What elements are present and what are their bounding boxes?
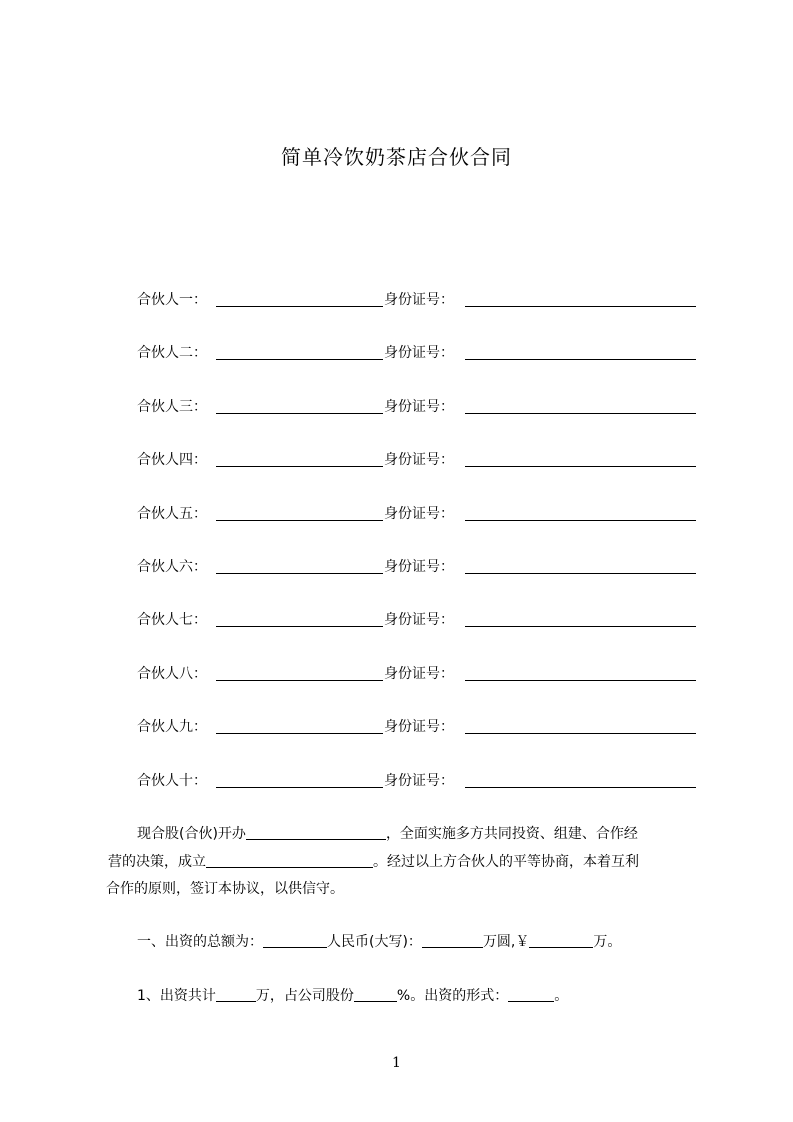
partner-label: 合伙人一： xyxy=(137,292,207,308)
id-number-label: 身份证号： xyxy=(384,452,454,468)
intro-line-2-start: 营的决策，成立 xyxy=(108,854,206,870)
id-number-label: 身份证号： xyxy=(384,612,454,628)
partner-name-blank[interactable] xyxy=(216,343,383,360)
id-number-blank[interactable] xyxy=(465,771,696,788)
partner-label: 合伙人十： xyxy=(137,773,207,789)
partner-row xyxy=(137,771,697,791)
partner-name-blank[interactable] xyxy=(216,290,383,307)
intro-line-1 xyxy=(137,824,638,844)
company-name-blank[interactable] xyxy=(206,852,373,868)
id-number-blank[interactable] xyxy=(465,343,696,360)
contribution-form-blank[interactable] xyxy=(508,986,554,1002)
item-1-end: 。 xyxy=(554,988,569,1004)
partner-row xyxy=(137,717,697,737)
partner-name-blank[interactable] xyxy=(216,504,383,521)
form-label: %。出资的形式： xyxy=(396,988,509,1004)
id-number-label: 身份证号： xyxy=(384,345,454,361)
partner-label: 合伙人二： xyxy=(137,345,207,361)
id-number-blank[interactable] xyxy=(465,610,696,627)
partner-name-blank[interactable] xyxy=(216,610,383,627)
partner-label: 合伙人三： xyxy=(137,399,207,415)
id-number-label: 身份证号： xyxy=(384,506,454,522)
partner-row xyxy=(137,504,697,524)
page-number: 1 xyxy=(392,1055,401,1071)
partner-row xyxy=(137,343,697,363)
id-number-label: 身份证号： xyxy=(384,292,454,308)
partner-name-blank[interactable] xyxy=(216,664,383,681)
id-number-label: 身份证号： xyxy=(384,773,454,789)
rmb-uppercase-blank[interactable] xyxy=(422,932,483,948)
partner-row xyxy=(137,664,697,684)
id-number-blank[interactable] xyxy=(465,717,696,734)
id-number-blank[interactable] xyxy=(465,664,696,681)
id-number-blank[interactable] xyxy=(465,290,696,307)
id-number-label: 身份证号： xyxy=(384,666,454,682)
partner-name-blank[interactable] xyxy=(216,450,383,467)
item-1-contribution xyxy=(137,986,568,1006)
partner-name-blank[interactable] xyxy=(216,771,383,788)
yuan-amount-blank[interactable] xyxy=(529,932,593,948)
id-number-label: 身份证号： xyxy=(384,399,454,415)
partner-label: 合伙人八： xyxy=(137,666,207,682)
id-number-blank[interactable] xyxy=(465,397,696,414)
partner-label: 合伙人四： xyxy=(137,452,207,468)
id-number-label: 身份证号： xyxy=(384,719,454,735)
partner-name-blank[interactable] xyxy=(216,717,383,734)
partner-row xyxy=(137,610,697,630)
intro-line-1-end: ，全面实施多方共同投资、组建、合作经 xyxy=(385,826,638,842)
document-title: 简单冷饮奶茶店合伙合同 xyxy=(281,145,512,169)
partner-row xyxy=(137,397,697,417)
intro-line-1-start: 现合股(合伙)开办 xyxy=(137,826,246,842)
shop-name-blank[interactable] xyxy=(246,824,386,840)
partner-row xyxy=(137,450,697,470)
contribution-amount-blank[interactable] xyxy=(216,986,256,1002)
intro-line-3: 合作的原则，签订本协议，以供信守。 xyxy=(106,881,344,897)
partner-label: 合伙人七： xyxy=(137,612,207,628)
partner-label: 合伙人五： xyxy=(137,506,207,522)
id-number-blank[interactable] xyxy=(465,450,696,467)
section-1-label: 一、出资的总额为： xyxy=(137,934,263,950)
yuan-symbol-label: 万圆,￥ xyxy=(482,934,530,950)
share-label: 万，占公司股份 xyxy=(255,988,354,1004)
id-number-blank[interactable] xyxy=(465,504,696,521)
partner-row xyxy=(137,557,697,577)
rmb-uppercase-label: 人民币(大写)： xyxy=(327,934,422,950)
item-1-label: 1、出资共计 xyxy=(137,988,216,1004)
partner-name-blank[interactable] xyxy=(216,557,383,574)
section-1-capital-total xyxy=(137,932,621,952)
partner-row xyxy=(137,290,697,310)
intro-line-2 xyxy=(108,852,639,872)
total-amount-blank[interactable] xyxy=(263,932,327,948)
partner-name-blank[interactable] xyxy=(216,397,383,414)
id-number-label: 身份证号： xyxy=(384,559,454,575)
intro-line-2-end: 。经过以上方合伙人的平等协商，本着互利 xyxy=(373,854,639,870)
share-percent-blank[interactable] xyxy=(354,986,397,1002)
wan-suffix: 万。 xyxy=(593,934,622,950)
id-number-blank[interactable] xyxy=(465,557,696,574)
partner-label: 合伙人六： xyxy=(137,559,207,575)
partner-label: 合伙人九： xyxy=(137,719,207,735)
